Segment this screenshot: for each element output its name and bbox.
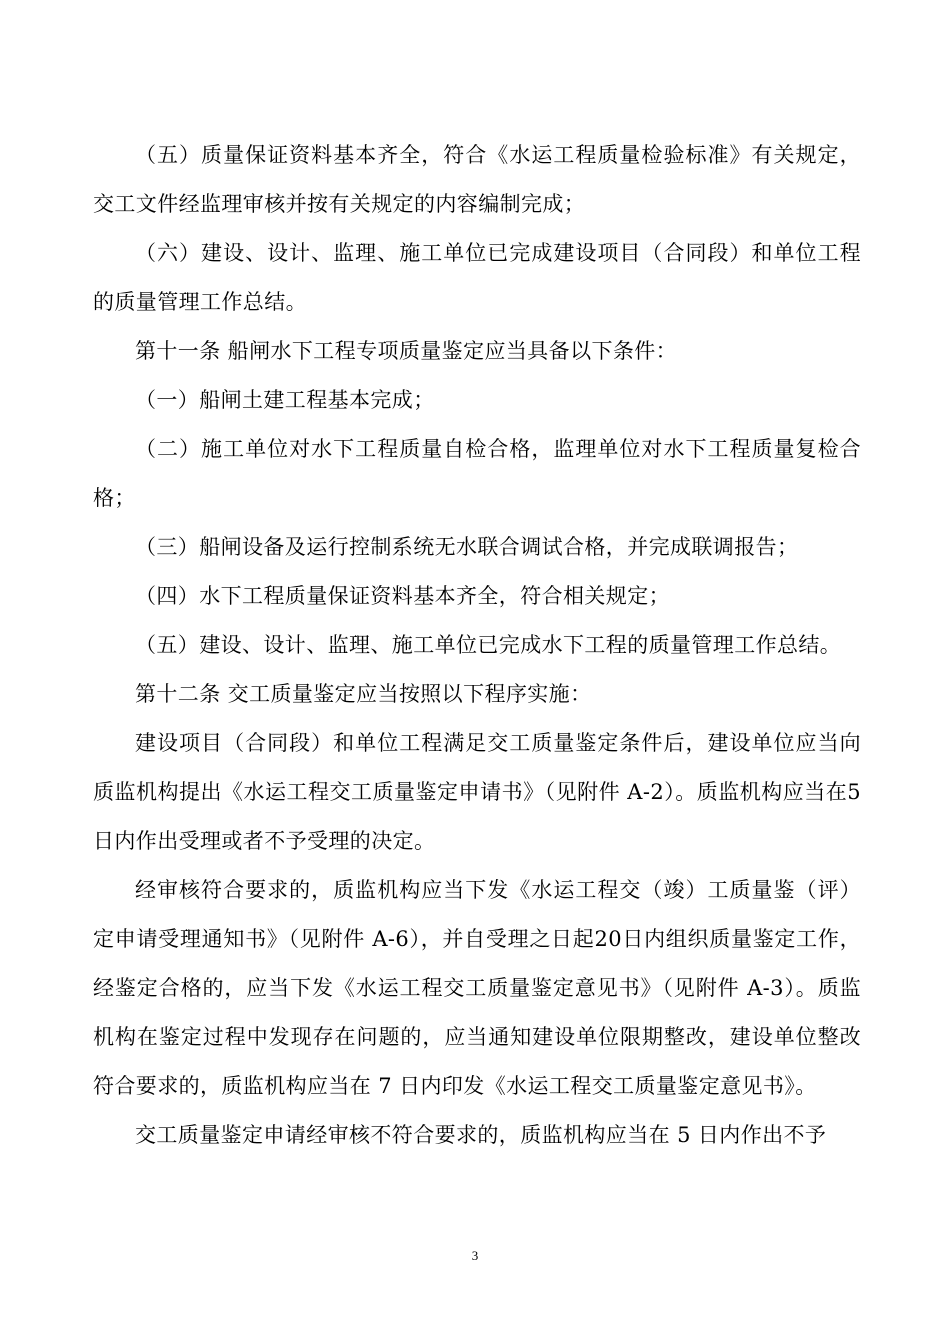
document-body: [93, 131, 861, 1160]
paragraph-management-summary: （六）建设、设计、监理、施工单位已完成建设项目（合同段）和单位工程的质量管理工作总结。: [93, 241, 861, 314]
paragraph-quality-docs: （五）质量保证资料基本齐全，符合《水运工程质量检验标准》有关规定，交工文件经监理审核并按有关规定的内容编制完成；: [93, 143, 861, 216]
article-12-para-1: 建设项目（合同段）和单位工程满足交工质量鉴定条件后，建设单位应当向质监机构提出《水运工程交工质量鉴定申请书》（见附件 A-2）。质监机构应当在5日内作出受理或者不予受理的决定。: [93, 731, 861, 853]
article-11-item-1: （一）船闸土建工程基本完成；: [135, 388, 435, 412]
article-11-item-4: （四）水下工程质量保证资料基本齐全，符合相关规定；: [135, 584, 670, 608]
article-12-para-2: 经审核符合要求的，质监机构应当下发《水运工程交（竣）工质量鉴（评）定申请受理通知书》（见附件 A-6），并自受理之日起20日内组织质量鉴定工作，经鉴定合格的，应当下发《水运工程交工质量鉴定意见书》（见附件 A-3）。质监机构在鉴定过程中发现存在问题的，应当通知建设单位限期整改，建设单位整改符合要求的，质监机构应当在 7 日内印发《水运工程交工质量鉴定意见书》。: [93, 878, 861, 1098]
article-12-para-3: 交工质量鉴定申请经审核不符合要求的，质监机构应当在 5 日内作出不予: [135, 1123, 827, 1147]
article-11-item-2: （二）施工单位对水下工程质量自检合格，监理单位对水下工程质量复检合格；: [93, 437, 861, 510]
article-11-item-5: （五）建设、设计、监理、施工单位已完成水下工程的质量管理工作总结。: [135, 633, 842, 657]
article-11-heading: 第十一条 船闸水下工程专项质量鉴定应当具备以下条件：: [135, 339, 678, 363]
article-11-item-3: （三）船闸设备及运行控制系统无水联合调试合格，并完成联调报告；: [135, 535, 799, 559]
article-12-heading: 第十二条 交工质量鉴定应当按照以下程序实施：: [135, 682, 592, 706]
page-number: 3: [471, 1248, 479, 1263]
